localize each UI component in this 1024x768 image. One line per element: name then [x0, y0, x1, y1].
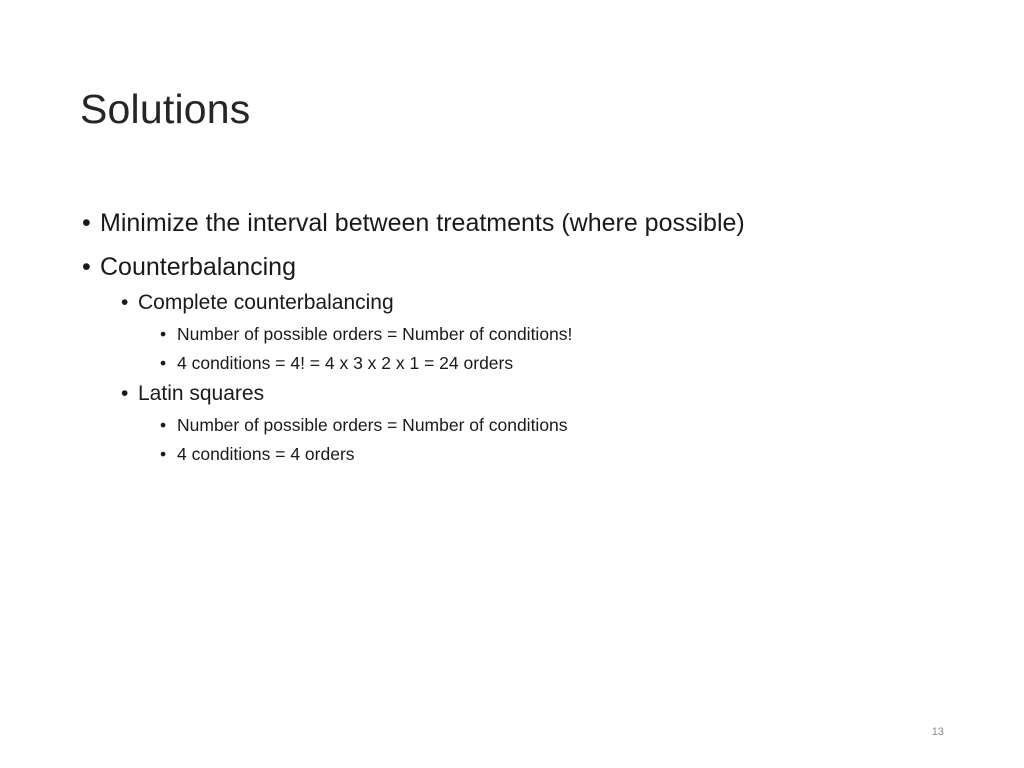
bullet-item-possible-orders: [160, 415, 630, 439]
bullet-text: Number of possible orders = Number of conditions: [177, 415, 568, 435]
bullet-dot: •: [160, 415, 167, 435]
bullet-item-four-conditions-factorial: [160, 353, 560, 377]
bullet-text: 4 conditions = 4 orders: [177, 444, 355, 464]
bullet-item-four-orders: [160, 444, 400, 468]
bullet-dot: •: [160, 353, 167, 373]
bullet-text: Counterbalancing: [100, 253, 296, 281]
bullet-dot: •: [121, 291, 129, 314]
bullet-text: Minimize the interval between treatments (where possible): [100, 209, 745, 237]
bullet-text: 4 conditions = 4! = 4 x 3 x 2 x 1 = 24 orders: [177, 353, 514, 373]
bullet-item-latin-squares: [121, 382, 321, 410]
page-number: 13: [931, 726, 944, 738]
bullet-text: Number of possible orders = Number of conditions!: [177, 324, 573, 344]
bullet-item-complete-counterbalancing: [121, 291, 441, 319]
slide-title: Solutions: [80, 86, 251, 132]
bullet-item-minimize-interval: [82, 209, 842, 241]
bullet-dot: •: [121, 382, 129, 405]
bullet-item-possible-orders-factorial: [160, 324, 640, 348]
bullet-dot: •: [82, 253, 91, 281]
bullet-text: Latin squares: [138, 382, 265, 405]
bullet-dot: •: [82, 209, 91, 237]
bullet-text: Complete counterbalancing: [138, 291, 394, 314]
bullet-item-counterbalancing: [82, 253, 382, 285]
bullet-dot: •: [160, 444, 167, 464]
bullet-dot: •: [160, 324, 167, 344]
